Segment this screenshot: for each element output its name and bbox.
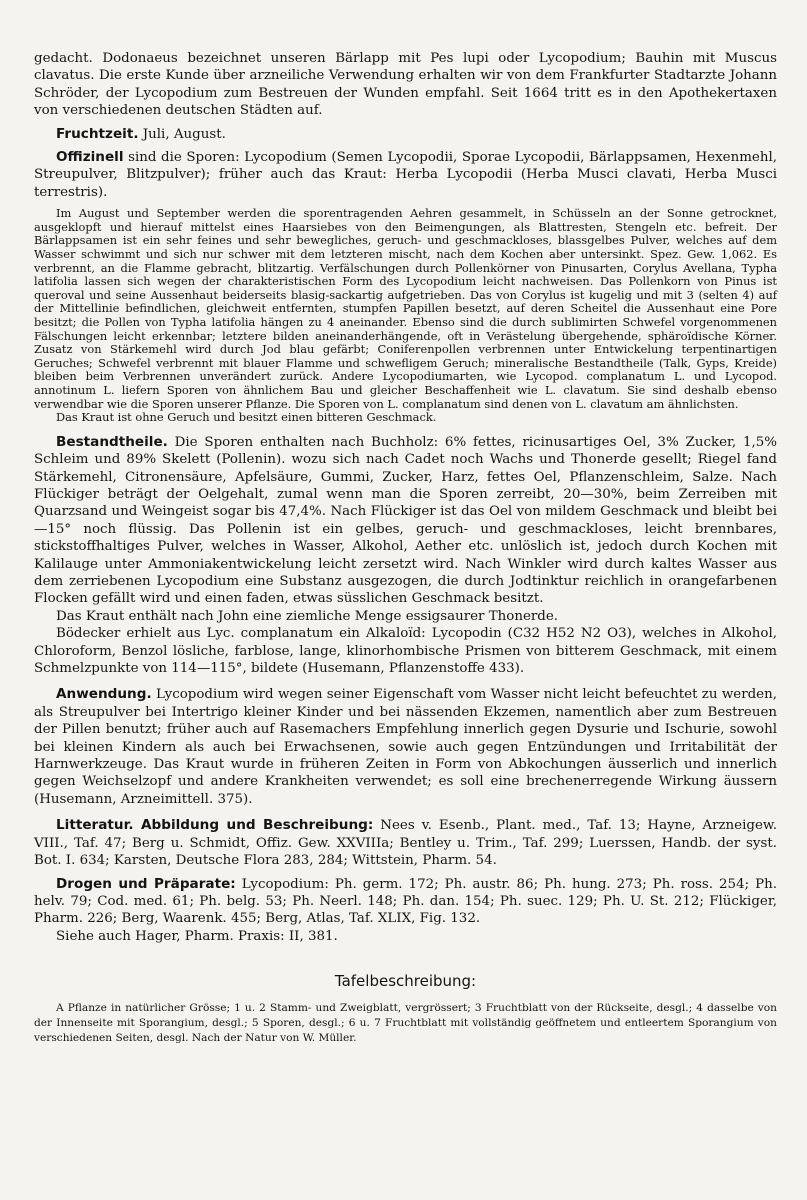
tafel-description: A Pflanze in natürlicher Grösse; 1 u. 2 Stamm- und Zweigblatt, vergrössert; 3 Fruchtblatt von der Rückseite, desgl.; 4 dasselbe von der Innenseite mit Sporangium, desgl.; 5 Sporen, desgl.; 6 u. 7 Fruchtblatt mit vollständig geöffnetem und entleertem Sporangium von verschiedenen Seiten, desgl. Nach der Natur von W. Müller. bbox=[34, 1002, 777, 1045]
drogen-heading: Drogen und Präparate: bbox=[56, 875, 236, 892]
bestandtheile-text: Die Sporen enthalten nach Buchholz: 6% fettes, ricinusartiges Oel, 3% Zucker, 1,5% Schleim und 89% Skelett (Pollenin). wozu sich nach Cadet noch Wachs und Thonerde gesellt; Riegel fand Stärkemehl, Citronensäure, Apfelsäure, Gummi, Zucker, Harz, fettes Oel, Pflanzenschleim, Salze. Nach Flückiger beträgt der Oelgehalt, zumal wenn man die Sporen zerreibt, 20—30%, beim Zerreiben mit Quarzsand und Weingeist sogar bis 47,4%. Nach Flückiger ist das Oel von mildem Geschmack und bleibt bei —15° noch flüssig. Das Pollenin ist ein gelbes, geruch- und geschmackloses, leicht brennbares, stickstoffhaltiges Pulver, welches in Wasser, Alkohol, Aether etc. unlöslich ist, jedoch durch Kochen mit Kalilauge unter Ammoniakentwickelung leicht zersetzt wird. Nach Winkler wird durch kaltes Wasser aus dem zerriebenen Lycopodium eine Substanz ausgezogen, die durch Jodtinktur reichlich in orangefarbenen Flocken gefällt wird und einen faden, etwas süsslichen Geschmack besitzt. bbox=[34, 434, 777, 607]
collection-small-paragraph: Im August und September werden die sporentragenden Aehren gesammelt, in Schüsseln an der Sonne getrocknet, ausgeklopft und hierauf mittelst eines Haarsiebes von den Beimengungen, als Blattresten, Stengeln etc. befreit. Der Bärlappsamen ist ein sehr feines und sehr bewegliches, geruch- und geschmackloses, blassgelbes Pulver, welches auf dem Wasser schwimmt und sich nur schwer mit dem letzteren mischt, nach dem Kochen aber untersinkt. Spez. Gew. 1,062. Es verbrennt, an die Flamme gebracht, blitzartig. Verfälschungen durch Pollenkörner von Pinusarten, Corylus Avellana, Typha latifolia lassen sich wegen der charakteristischen Form des Lycopodium leicht nachweisen. Das Pollenkorn von Pinus ist queroval und seine Aussenhaut beiderseits blasig-sackartig aufgetrieben. Das von Corylus ist kugelig und mit 3 (selten 4) auf der Mittellinie befindlichen, gleichweit entfernten, stumpfen Papillen besetzt, auf deren Scheitel die Aussenhaut eine Pore besitzt; die Pollen von Typha latifolia hängen zu 4 aneinander. Ebenso sind die durch sublimirten Schwefel vorgenommenen Fälschungen leicht erkennbar; letztere bilden aneinanderhängende, oft in Verästelung übergehende, sphäroïdische Körner. Zusatz von Stärkemehl wird durch Jod blau gefärbt; Coniferenpollen verbrennen unter Entwickelung terpentinartigen Geruches; Schwefel verbrennt mit blauer Flamme und schwefligem Geruch; mineralische Bestandtheile (Talk, Gyps, Kreide) bleiben beim Verbrennen unverändert zurück. Andere Lycopodiumarten, wie Lycopod. complanatum L. und Lycopod. annotinum L. liefern Sporen von ähnlichem Bau und gleicher Beschaffenheit wie L. clavatum. Sie sind deshalb ebenso verwendbar wie die Sporen unserer Pflanze. Die Sporen von L. complanatum sind denen von L. clavatum am ähnlichsten. bbox=[34, 206, 777, 411]
kraut-paragraph: Das Kraut enthält nach John eine ziemliche Menge essigsaurer Thonerde. bbox=[56, 608, 559, 624]
bestandtheile-paragraph bbox=[34, 434, 777, 608]
litteratur-paragraph bbox=[34, 817, 777, 869]
anwendung-heading: Anwendung. bbox=[56, 686, 152, 703]
litteratur-heading: Litteratur. Abbildung und Beschreibung: bbox=[56, 817, 374, 834]
kraut-taste-small-paragraph: Das Kraut ist ohne Geruch und besitzt einen bitteren Geschmack. bbox=[56, 410, 437, 425]
fruchtzeit-paragraph bbox=[34, 126, 777, 143]
litteratur-text: Nees v. Esenb., Plant. med., Taf. 13; Hayne, Arzneigew. VIII., Taf. 47; Berg u. Schmidt, Offiz. Gew. XXVIIIa; Bentley u. Trim., Taf. 299; Luerssen, Handb. der syst. Bot. I. 634; Karsten, Deutsche Flora 283, 284; Wittstein, Pharm. 54. bbox=[34, 818, 777, 869]
siehe-paragraph: Siehe auch Hager, Pharm. Praxis: II, 381. bbox=[56, 928, 338, 944]
drogen-text: Lycopodium: Ph. germ. 172; Ph. austr. 86; Ph. hung. 273; Ph. ross. 254; Ph. helv. 79; Cod. med. 61; Ph. belg. 53; Ph. Neerl. 148; Ph. dan. 154; Ph. suec. 129; Ph. U. St. 212; Flückiger, Pharm. 226; Berg, Waarenk. 455; Berg, Atlas, Taf. XLIX, Fig. 132. bbox=[34, 876, 777, 927]
history-paragraph: gedacht. Dodonaeus bezeichnet unseren Bärlapp mit Pes lupi oder Lycopodium; Bauhin mit Muscus clavatus. Die erste Kunde über arzneiliche Verwendung erhalten wir von dem Frankfurter Stadtarzte Johann Schröder, der Lycopodium zum Bestreuen der Wunden empfahl. Seit 1664 tritt es in den Apothekertaxen von verschiedenen deutschen Städten auf. bbox=[34, 51, 777, 119]
offizinell-paragraph bbox=[34, 149, 777, 201]
boedecker-paragraph: Bödecker erhielt aus Lyc. complanatum ein Alkaloïd: Lycopodin (C32 H52 N2 O3), welches in Alkohol, Chloroform, Benzol lösliche, farblose, lange, klinorhombische Prismen von bitterem Geschmack, mit einem Schmelzpunkte von 114—115°, bildete (Husemann, Pflanzenstoffe 433). bbox=[34, 626, 777, 677]
fruchtzeit-heading: Fruchtzeit. bbox=[56, 125, 139, 142]
offizinell-heading: Offizinell bbox=[56, 149, 124, 166]
fruchtzeit-text: Juli, August. bbox=[138, 126, 226, 142]
anwendung-text: Lycopodium wird wegen seiner Eigenschaft vom Wasser nicht leicht befeuchtet zu werden, als Streupulver bei Intertrigo kleiner Kinder und bei nässenden Ekzemen, namentlich aber zum Bestreuen der Pillen benutzt; früher auch auf Rasemachers Empfehlung innerlich gegen Dysurie und Ischurie, sowohl bei kleinen Kindern als auch bei Erwachsenen, sowie auch gegen Entzündungen und Irritabilität der Harnwerkzeuge. Das Kraut wurde in früheren Zeiten in Form von Abkochungen äusserlich und innerlich gegen Weichselzopf und andere Krankheiten verwendet; es soll eine brechenerregende Wirkung äussern (Husemann, Arzneimittell. 375). bbox=[34, 687, 777, 807]
drogen-paragraph bbox=[34, 876, 777, 928]
anwendung-paragraph bbox=[34, 686, 777, 808]
offizinell-text: sind die Sporen: Lycopodium (Semen Lycopodii, Sporae Lycopodii, Bärlappsamen, Hexenmehl, Streupulver, Blitzpulver); früher auch das Kraut: Herba Lycopodii (Herba Musci clavati, Herba Musci terrestris). bbox=[34, 150, 777, 200]
tafel-title: Tafelbeschreibung: bbox=[334, 972, 477, 991]
bestandtheile-heading: Bestandtheile. bbox=[56, 433, 168, 450]
